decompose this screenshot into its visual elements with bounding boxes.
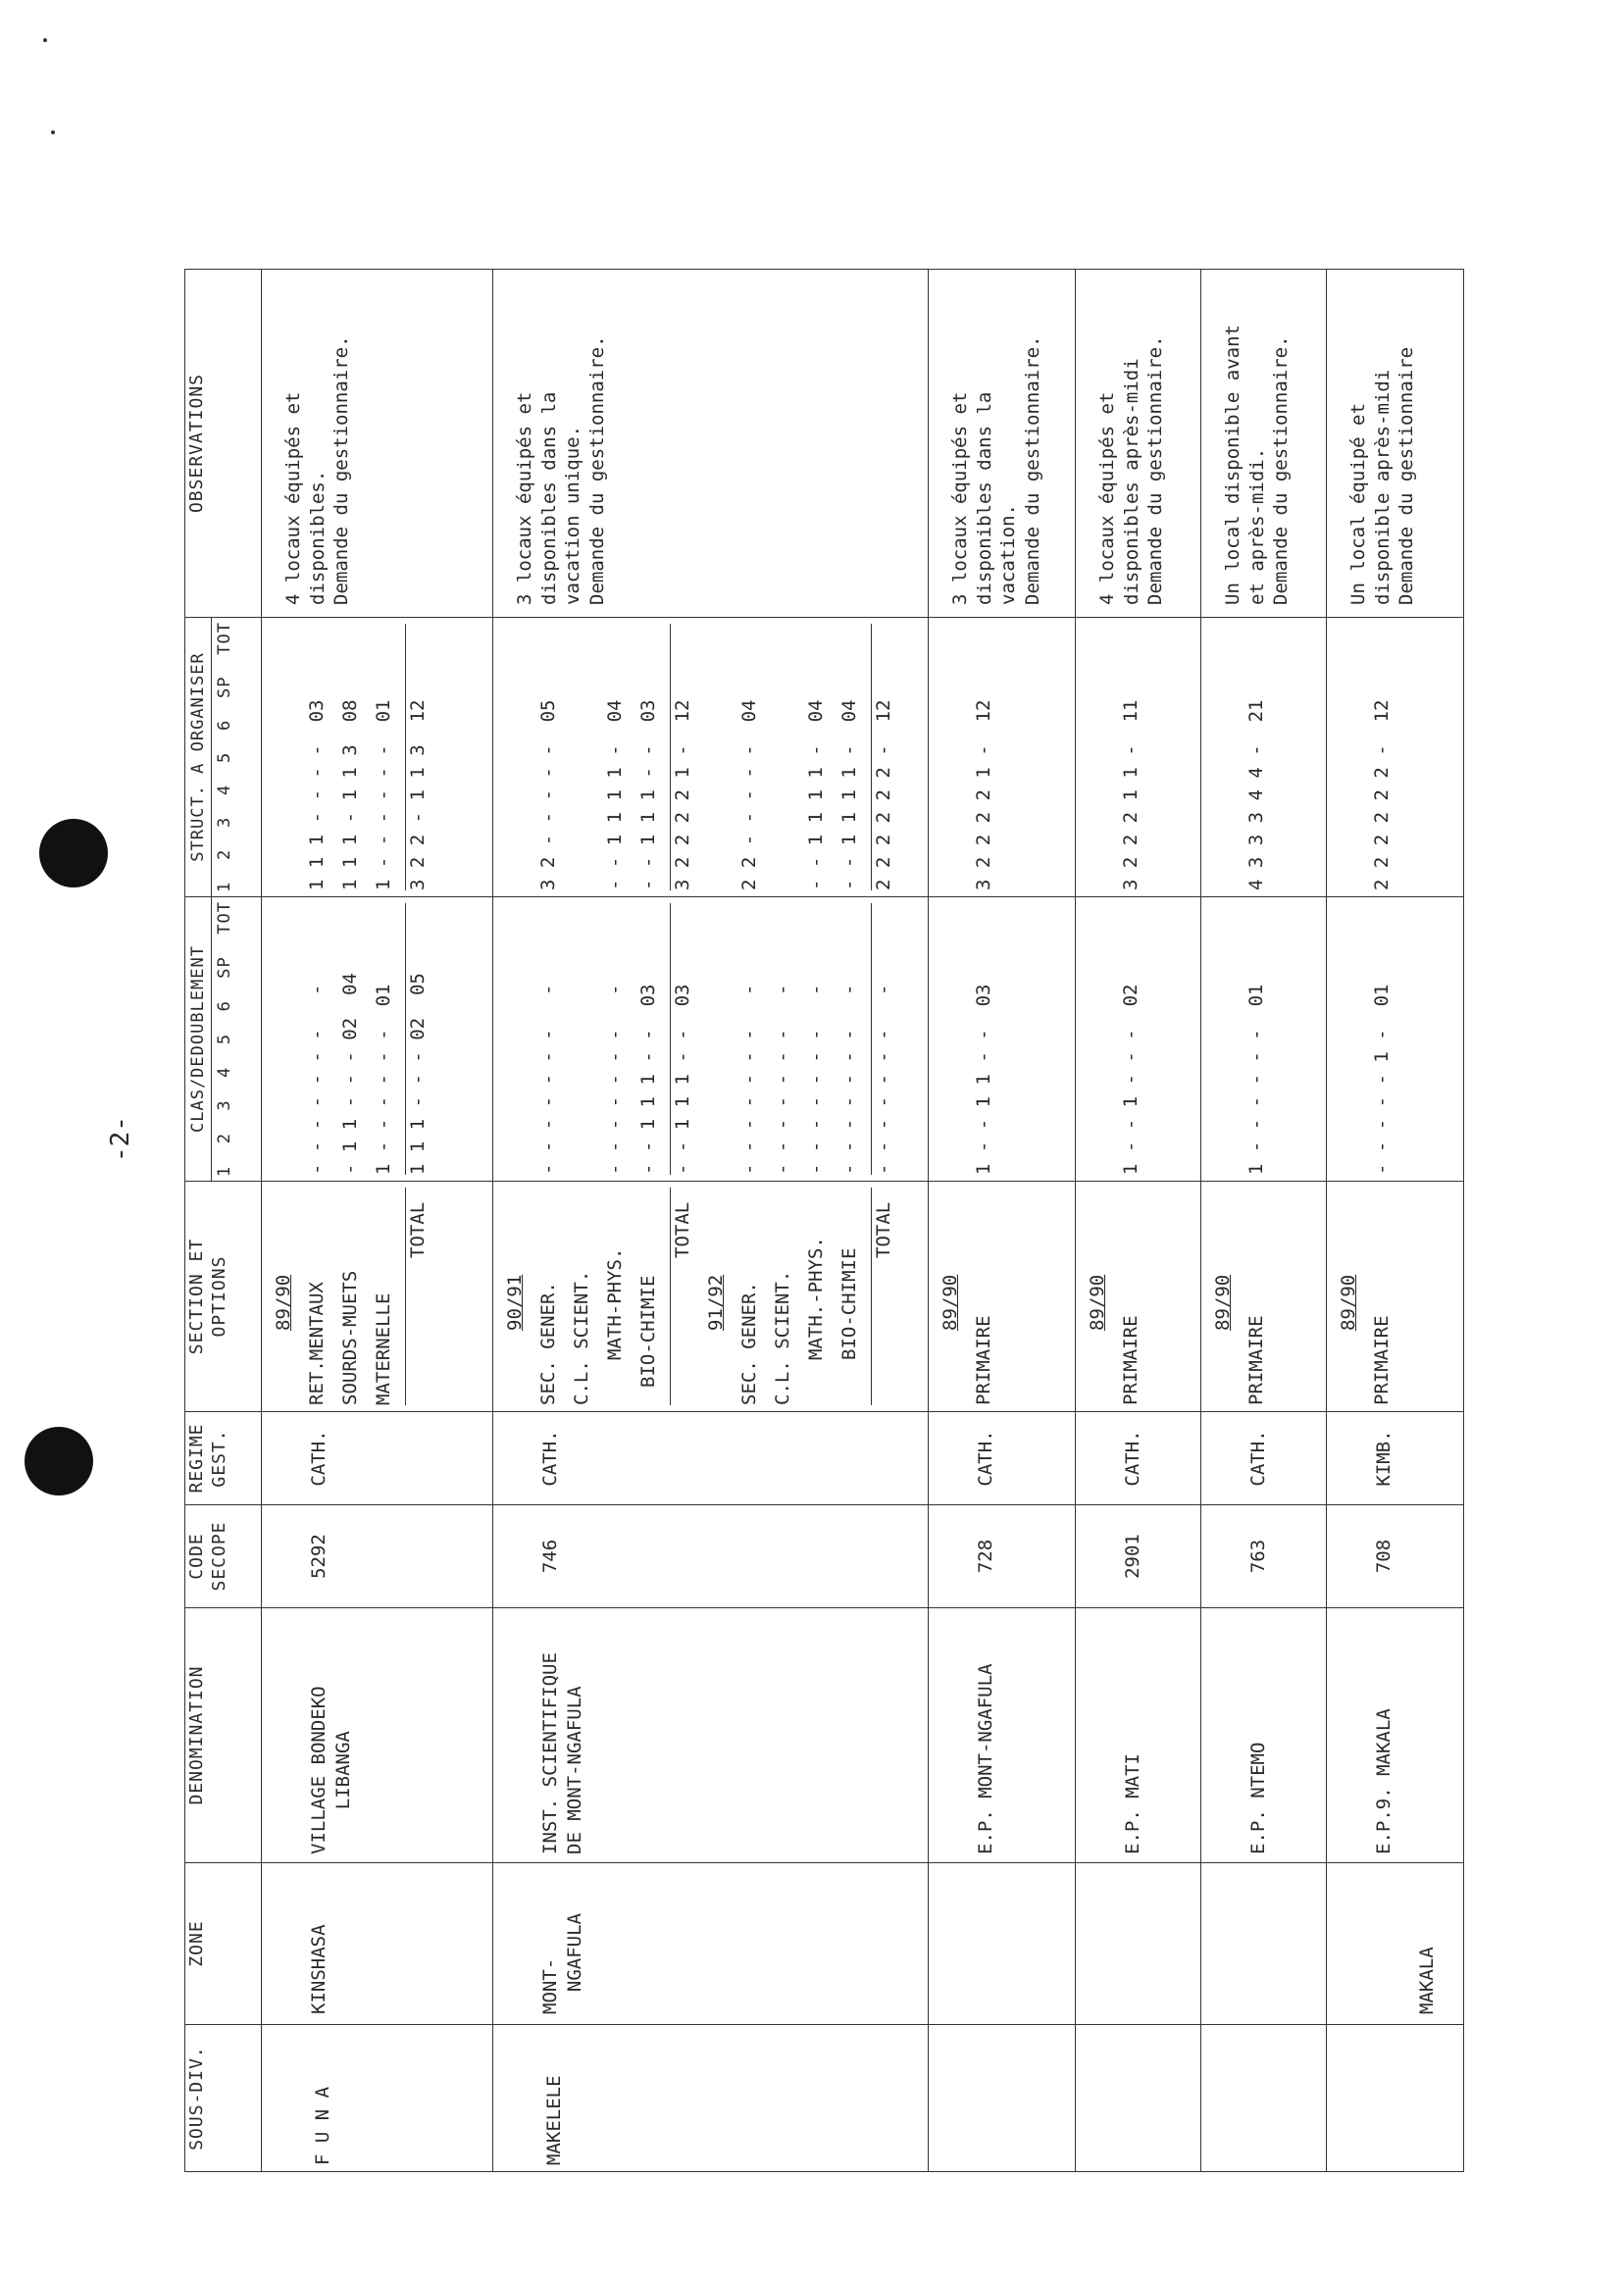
clas-values: - - - - - 1 - 01 — [1371, 984, 1393, 1175]
code-cell: 2901 — [1122, 1534, 1143, 1579]
struct-values — [1211, 624, 1244, 890]
option-label: MATH-PHYS. — [604, 1247, 626, 1360]
option-label: MATERNELLE — [373, 1292, 394, 1405]
option-label: BIO-CHIMIE — [838, 1247, 860, 1360]
denomination-cell: E.P. MATI — [1122, 1753, 1143, 1854]
clas-values — [1211, 903, 1244, 1175]
observations-cell: Un local équipé et disponible après-midi Demande du gestionnaire — [1347, 346, 1418, 605]
header-observations: OBSERVATIONS — [185, 270, 262, 618]
clas-col: 5 — [215, 1033, 235, 1045]
struct-col: 2 — [215, 848, 235, 860]
option-label: PRIMAIRE — [1120, 1315, 1142, 1405]
clas-col: 1 — [215, 1165, 235, 1177]
code-cell: 708 — [1373, 1539, 1395, 1574]
speck-icon — [43, 38, 47, 42]
struct-col: SP — [215, 676, 235, 698]
struct-col: TOT — [215, 622, 235, 655]
option-label: BIO-CHIMIE — [637, 1275, 659, 1388]
struct-values: 3 2 2 2 2 1 - 12 — [973, 699, 994, 890]
regime-cell: KIMB. — [1373, 1430, 1395, 1487]
school-year: 89/90 — [939, 1274, 961, 1331]
struct-values: 4 3 3 3 4 4 - 21 — [1245, 699, 1267, 890]
struct-values: 3 2 2 2 2 1 - 12 — [670, 624, 704, 890]
struct-col: 1 — [215, 881, 235, 892]
school-year: 89/90 — [1338, 1274, 1359, 1331]
option-label: SEC. GENER. — [738, 1282, 760, 1405]
struct-col: 5 — [215, 751, 235, 763]
struct-values — [272, 624, 305, 890]
clas-values: 1 1 1 - - - 02 05 — [405, 903, 439, 1175]
struct-values: 1 1 1 - 1 1 3 08 — [339, 699, 361, 890]
clas-values — [272, 903, 305, 1175]
zone-cell: MAKALA — [1416, 1947, 1438, 2014]
struct-values: 1 - - - - - - 01 — [373, 699, 394, 890]
sous-div-cell — [1327, 2025, 1382, 2171]
option-label: TOTAL — [871, 1188, 905, 1405]
header-struct-a-organiser — [185, 618, 262, 897]
table-row — [1201, 270, 1327, 2172]
clas-col: 6 — [215, 1000, 235, 1012]
code-cell: 763 — [1247, 1539, 1269, 1574]
option-label: PRIMAIRE — [1371, 1315, 1393, 1405]
struct-values — [503, 624, 536, 890]
clas-values — [1337, 903, 1370, 1175]
schools-table — [184, 269, 1464, 2172]
header-section-options: SECTION ET OPTIONS — [185, 1182, 262, 1412]
denomination-cell: E.P. MONT-NGAFULA — [975, 1663, 996, 1854]
struct-values: 1 1 1 - - - - 03 — [306, 699, 328, 890]
option-label: C.L. SCIENT. — [571, 1270, 592, 1405]
clas-col: 4 — [215, 1066, 235, 1078]
zone-cell: KINSHASA — [308, 1924, 330, 2014]
observations-cell: 4 locaux équipés et disponibles après-midi Demande du gestionnaire. — [1096, 335, 1167, 605]
observations-cell: Un local disponible avant et après-midi. Demande du gestionnaire. — [1222, 325, 1293, 605]
denomination-cell: INST. SCIENTIFIQUE DE MONT-NGAFULA — [539, 1652, 585, 1854]
struct-values — [1086, 624, 1119, 890]
struct-values — [771, 624, 804, 890]
code-cell: 5292 — [308, 1534, 330, 1579]
code-cell: 746 — [539, 1539, 561, 1574]
clas-values: - - - - - - - - — [537, 984, 559, 1175]
zone-cell — [1201, 1863, 1252, 2024]
sous-div-cell: MAKELELE — [543, 2075, 565, 2165]
clas-values — [704, 903, 737, 1175]
speck-icon — [51, 130, 55, 134]
header-regime: REGIME GEST. — [185, 1412, 262, 1505]
struct-col: 4 — [215, 784, 235, 795]
option-label: TOTAL — [405, 1188, 439, 1405]
struct-values — [570, 624, 603, 890]
option-label: PRIMAIRE — [973, 1315, 994, 1405]
table-row — [493, 270, 929, 2172]
struct-values: 3 2 2 - 1 1 3 12 — [405, 624, 439, 890]
option-label: TOTAL — [670, 1188, 704, 1405]
clas-values: - 1 1 - - - 02 04 — [339, 973, 361, 1175]
header-denomination: DENOMINATION — [185, 1608, 262, 1863]
clas-values: - - - - - - - - — [738, 984, 760, 1175]
school-year: 90/91 — [504, 1274, 526, 1331]
clas-values: - - 1 1 1 - - 03 — [670, 903, 704, 1175]
clas-values — [1086, 903, 1119, 1175]
option-label: C.L. SCIENT. — [772, 1270, 793, 1405]
clas-col: 2 — [215, 1133, 235, 1144]
clas-values: - - 1 1 1 - - 03 — [637, 984, 659, 1175]
page-number: -2- — [106, 1116, 135, 1162]
clas-values: 1 - - 1 - - - 02 — [1120, 984, 1142, 1175]
option-label: MATH.-PHYS. — [805, 1237, 827, 1360]
observations-cell: 4 locaux équipés et disponibles. Demande du gestionnaire. — [282, 335, 353, 605]
zone-cell — [929, 1863, 980, 2024]
school-year: 89/90 — [1212, 1274, 1234, 1331]
header-sous-div: SOUS-DIV. — [185, 2025, 262, 2172]
regime-cell: CATH. — [308, 1430, 330, 1487]
regime-cell: CATH. — [539, 1430, 561, 1487]
table-row — [929, 270, 1076, 2172]
clas-values: - - - - - - - - — [838, 984, 860, 1175]
zone-cell: MONT- NGAFULA — [539, 1913, 585, 2014]
struct-values: - - 1 1 1 1 - 04 — [838, 699, 860, 890]
school-year: 89/90 — [1087, 1274, 1108, 1331]
clas-col: TOT — [215, 901, 235, 935]
clas-col: SP — [215, 956, 235, 979]
denomination-cell: VILLAGE BONDEKO LIBANGA — [308, 1686, 354, 1854]
punch-hole-icon — [39, 819, 108, 887]
struct-values: - - 1 1 1 - - 03 — [637, 699, 659, 890]
struct-values: 2 2 2 2 2 2 - 12 — [1371, 699, 1393, 890]
punch-hole-icon — [25, 1427, 93, 1495]
clas-values: - - - - - - - - — [805, 984, 827, 1175]
option-label: PRIMAIRE — [1245, 1315, 1267, 1405]
option-label: RET.MENTAUX — [306, 1282, 328, 1405]
struct-values: 3 2 - - - - - 05 — [537, 699, 559, 890]
header-zone: ZONE — [185, 1863, 262, 2025]
table-row — [262, 270, 493, 2172]
clas-values — [939, 903, 972, 1175]
sous-div-cell — [929, 2025, 984, 2171]
struct-values: 3 2 2 2 1 1 - 11 — [1120, 699, 1142, 890]
struct-values — [1337, 624, 1370, 890]
struct-col: 6 — [215, 719, 235, 731]
struct-col: 3 — [215, 816, 235, 828]
struct-values: 2 2 2 2 2 2 - 12 — [871, 624, 905, 890]
struct-values: - - 1 1 1 1 - 04 — [604, 699, 626, 890]
clas-values: 1 - - - - - - 01 — [1245, 984, 1267, 1175]
regime-cell: CATH. — [1247, 1430, 1269, 1487]
option-label: SEC. GENER. — [537, 1282, 559, 1405]
denomination-cell: E.P.9. MAKALA — [1373, 1708, 1395, 1854]
denomination-cell: E.P. NTEMO — [1247, 1742, 1269, 1854]
clas-values: - - - - - - - - — [871, 903, 905, 1175]
sous-div-cell — [1201, 2025, 1256, 2171]
struct-values: 2 2 - - - - - 04 — [738, 699, 760, 890]
observations-cell: 3 locaux équipés et disponibles dans la vacation. Demande du gestionnaire. — [949, 335, 1044, 605]
option-label: SOURDS-MUETS — [339, 1270, 361, 1405]
clas-values: - - - - - - - - — [772, 984, 793, 1175]
regime-cell: CATH. — [975, 1430, 996, 1487]
clas-values: - - - - - - - - — [604, 984, 626, 1175]
table-row — [1076, 270, 1201, 2172]
clas-values: 1 - - - - - - 01 — [373, 984, 394, 1175]
code-cell: 728 — [975, 1539, 996, 1574]
sous-div-cell: F U N A — [312, 2086, 333, 2165]
clas-values: 1 - - 1 1 - - 03 — [973, 984, 994, 1175]
struct-values: - - 1 1 1 1 - 04 — [805, 699, 827, 890]
clas-title: CLAS/DEDOUBLEMENT — [185, 897, 212, 1181]
header-clas-dedoublement — [185, 897, 262, 1182]
clas-values — [503, 903, 536, 1175]
school-year: 89/90 — [273, 1274, 294, 1331]
table-row — [1327, 270, 1464, 2172]
header-code-secope: CODE SECOPE — [185, 1505, 262, 1608]
zone-cell — [1076, 1863, 1127, 2024]
sous-div-cell — [1076, 2025, 1131, 2171]
struct-values — [704, 624, 737, 890]
school-year: 91/92 — [705, 1274, 727, 1331]
struct-title: STRUCT. A ORGANISER — [185, 618, 212, 896]
clas-col: 3 — [215, 1099, 235, 1111]
regime-cell: CATH. — [1122, 1430, 1143, 1487]
struct-values — [939, 624, 972, 890]
clas-values: - - - - - - - - — [306, 984, 328, 1175]
observations-cell: 3 locaux équipés et disponibles dans la vacation unique. Demande du gestionnaire. — [514, 335, 609, 605]
clas-values — [570, 903, 603, 1175]
